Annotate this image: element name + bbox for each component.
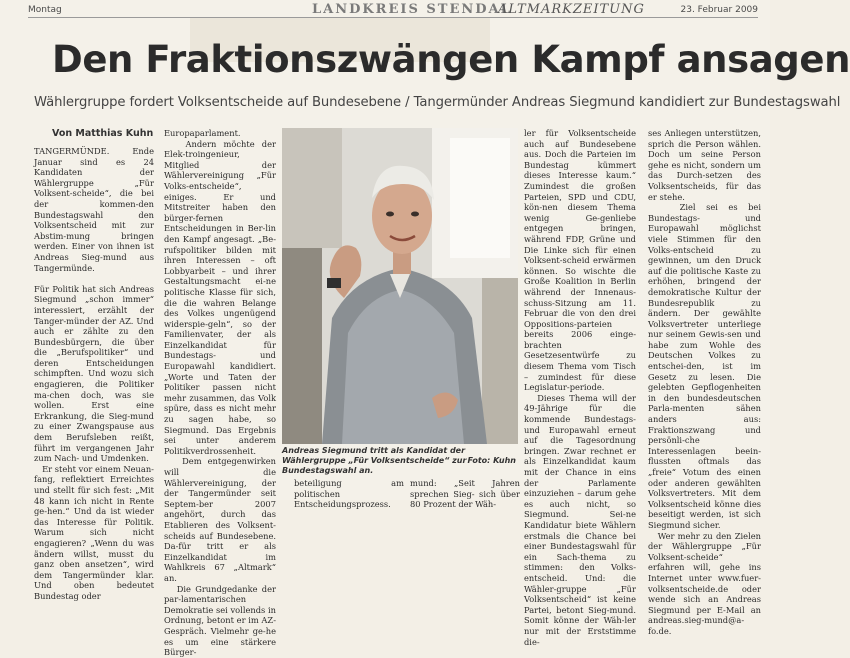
handwritten-note: ALTMARKZEITUNG [498, 2, 645, 17]
article-headline: Den Fraktionszwängen Kampf ansagen [52, 38, 850, 81]
header-date: 23. Februar 2009 [680, 5, 758, 15]
article-column-5: ses Anliegen unterstützen, sprich die Person wählen. Doch um seine Person gehe es nicht, sondern um das Durch-setzen des Volksentscheids, für das er stehe. Ziel sei es bei Bundestags- und Europawahl möglichst viele Stimmen für den Volks-entscheid zu gewinnen, um den Druck auf die politische Kaste zu erhöhen, bringend der demokratische Kultur der Bundesrepublik zu ändern. Der gewählte Volksvertreter unterliege nur seinem Gewis-sen und habe zum Wohle des Deutschen Volkes zu entschei-den, ist im Gesetz zu lesen. Die gelebten Gepflogenheiten in den bundesdeutschen Parla-menten sähen anders aus: Fraktionszwang und persönli-che Interessenlagen beein-flussten oftmals das „freie“ Votum des einen oder anderen gewählten Volksvertreters. Mit dem Volksentscheid könne dies beseitigt werden, ist sich Siegmund sicher. Wer mehr zu den Zielen der Wählergruppe „Für Volksent-scheide“ erfahren will, gehe ins Internet unter www.fuer-volksentscheide.de oder wende sich an Andreas Siegmund per E-Mail an andreas.sieg-mund@a-fo.de. [648, 128, 761, 636]
photo-caption-text: Andreas Siegmund tritt als Kandidat der Wählergruppe „Für Volksentscheide“ zur Bundestagswahl an. [282, 446, 467, 475]
article-column-2: Europaparlament. Andern möchte der Elek-troingenieur, Mitglied der Wählervereinigung „Für Volks-entscheide“, einiges. Er und Mitstreiter haben den bürger-fernen Entscheidungen in Ber-lin den Kampf angesagt. „Be-rufspolitiker bilden mit ihren Interessen – oft Lobbyarbeit – und ihrer Gestaltungsmacht ei-ne politische Klasse für sich, die die wahren Belange des Volkes ungenügend widerspie-geln“, so der Familienvater, der als Einzelkandidat für Bundestags- und Europawahl kandidiert. „Worte und Taten der Politiker passen nicht mehr zusammen, das Volk spüre, dass es nicht mehr zu sagen habe, so Siegmund. Das Ergebnis sei unter anderem Politikverdrossenheit. Dem entgegenwirken will die Wählervereinigung, der der Tangermünder seit Septem-ber 2007 angehört, durch das Etablieren des Volksent-scheids auf Bundesebene. Da-für tritt er als Einzelkandidat im Wahlkreis 67 „Altmark“ an. Die Grundgedanke der par-lamentarischen Demokratie sei vollends in Ordnung, betont er im AZ-Gespräch. Vielmehr ge-he es um eine stärkere Bürger- [164, 128, 276, 658]
page-header [28, 2, 758, 18]
photo-caption [282, 446, 518, 476]
article-byline: Von Matthias Kuhn [52, 128, 154, 139]
article-column-3-cont: mund: „Seit Jahren sprechen Sieg- sich über 80 Prozent der Wäh- [410, 478, 523, 510]
header-divider [28, 17, 758, 18]
header-day: Montag [28, 5, 62, 15]
portrait-image [282, 128, 518, 444]
article-subhead: Wählergruppe fordert Volksentscheide auf Bundesebene / Tangermünder Andreas Siegmund kandidiert zur Bundestagswahl [34, 95, 841, 110]
article-photo [282, 128, 518, 444]
article-column-1: TANGERMÜNDE. Ende Januar sind es 24 Kandidaten der Wählergruppe „Für Volksent-scheide“, die bei der kommen-den Bundestagswahl den Volksentscheid mit zur Abstim-mung bringen werden. Einer von ihnen ist Andreas Sieg-mund aus Tangermünde. Für Politik hat sich Andreas Siegmund „schon immer“ interessiert, erzählt der Tanger-münder der AZ. Und auch er zählte zu den Bundesbürgern, die über die „Berufspolitiker“ und deren Entscheidungen schimpften. Und wozu sich engagieren, die Politiker ma-chen doch, was sie wollen. Erst eine Erkrankung, die Sieg-mund zu einer Zwangspause aus dem Berufsleben reißt, führt im vergangenen Jahr zum Nach- und Umdenken. Er steht vor einem Neuan-fang, reflektiert Erreichtes und stellt für sich fest: „Mit 48 kann ich nicht in Rente ge-hen.“ Und da ist wieder das Interesse für Politik. Warum sich nicht engagieren? „Wenn du was ändern willst, musst du ganz oben ansetzen“, wird dem Tangermünder klar. Und oben bedeutet Bundestag oder [34, 146, 154, 601]
photo-credit: Foto: Kuhn [467, 456, 516, 465]
article-column-3-start: beteiligung am politischen Entscheidungsprozess. [294, 478, 407, 510]
article-column-4: ler für Volksentscheide auch auf Bundesebene aus. Doch die Parteien im Bundestag kümmert dieses Interesse kaum.“ Zumindest die großen Parteien, SPD und CDU, kön-nen diesem Thema wenig Ge-genliebe entgegen bringen, während FDP, Grüne und Die Linke sich für einen Volksent-scheid erwärmen können. So wischte die Große Koalition in Berlin während der Innenaus-schuss-Sitzung am 11. Februar die von den drei Oppositions-parteien bereits 2006 einge-brachten Gesetzesentwürfe zu diesem Thema vom Tisch – zumindest für diese Legislatur-periode. Dieses Thema will der 49-Jährige für die kommende Bundestags- und Europawahl erneut auf die Tagesordnung bringen. Zwar rechnet er als Einzelkandidat kaum mit der Chance in eins der Parlamente einzuziehen – darum gehe es auch nicht, so Siegmund. Sei-ne Kandidatur biete Wählern erstmals die Chance bei einer Bundestagswahl für ein Sach-thema zu stimmen: den Volks-entscheid. Und: die Wähler-gruppe „Für Volksentscheid“ ist keine Partei, betont Sieg-mund. Somit könne der Wäh-ler nur mit der Erststimme die- [524, 128, 636, 647]
header-section: LANDKREIS STENDAL [312, 2, 512, 17]
